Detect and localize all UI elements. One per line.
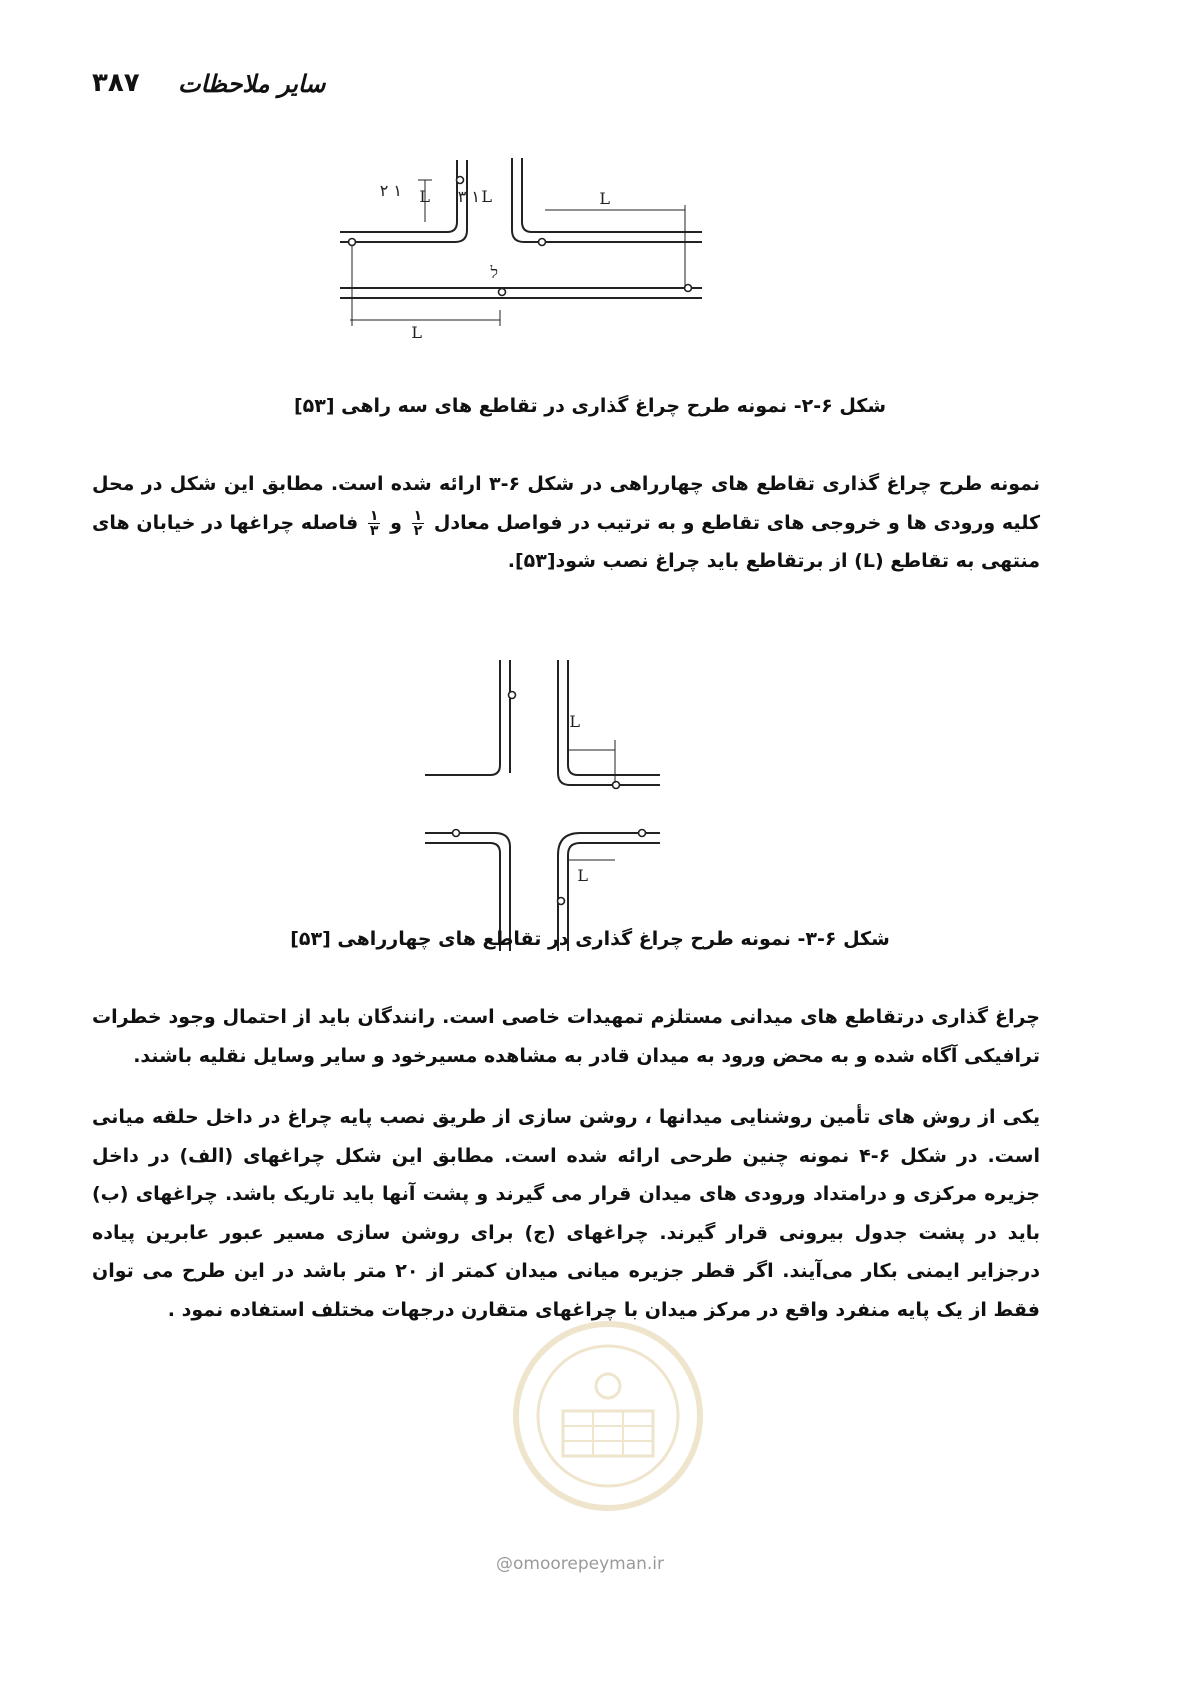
paragraph-3: یکی از روش های تأمین روشنایی میدانها ، روشن سازی از طریق نصب پایه چراغ در داخل حلقه میانی است. در شکل ۶-۴ نمونه چنین طرحی ارائه شده است. مطابق این شکل چراغهای (الف) در داخل جزیره مرکزی و درامتداد ورودی های میدان قرار می گیرند و پشت آنها باید تاریک باشد. چراغهای (ب) باید در پشت جدول بیرونی قرار گیرند. چراغهای (ج) برای روشن سازی مسیر عبور عابرین پیاده درجزایر ایمنی بکار می‌آیند. اگر قطر جزیره میانی میدان کمتر از ۲۰ متر باشد در این طرح می توان فقط از یک پایه منفرد واقع در مرکز میدان با چراغهای متقارن درجهات مختلف استفاده نمود . bbox=[92, 1106, 1040, 1321]
label-third-L: L bbox=[481, 187, 492, 206]
figure1-caption: شکل ۶-۲- نمونه طرح چراغ گذاری در تقاطع های سه راهی [۵۳] bbox=[293, 395, 887, 417]
label-half-L: L bbox=[419, 187, 430, 206]
watermark-url: @omoorepeyman.ir bbox=[496, 1554, 665, 1574]
paragraph-1-text: نمونه طرح چراغ گذاری تقاطع های چهارراهی در شکل ۶-۳ ارائه شده است. مطابق این شکل در محل کلیه ورودی ها و خروجی های تقاطع و به ترتیب در فواصل معادل bbox=[92, 473, 1040, 534]
street-light bbox=[349, 239, 356, 246]
road-edge bbox=[340, 222, 457, 232]
street-light bbox=[453, 830, 460, 837]
paragraph-1 bbox=[92, 465, 1040, 581]
street-light bbox=[639, 830, 646, 837]
label-third-L: L bbox=[569, 712, 580, 731]
label-L-right: L bbox=[599, 189, 610, 208]
running-title: سایر ملاحظات bbox=[178, 70, 326, 98]
street-light bbox=[509, 692, 516, 699]
four-way-intersection-diagram bbox=[420, 655, 680, 955]
road-edge bbox=[568, 765, 660, 775]
label-half: ۱ ۲ bbox=[379, 181, 402, 200]
label-half-L: L bbox=[577, 866, 588, 885]
street-light bbox=[558, 898, 565, 905]
road-edge bbox=[425, 765, 500, 775]
road-edge bbox=[522, 222, 702, 232]
paragraph-1-tail: فاصله چراغها در خیابان های منتهی به تقاطع (L) از برتقاطع باید چراغ نصب شود[۵۳]. bbox=[92, 511, 1040, 572]
three-way-intersection-diagram bbox=[330, 150, 710, 350]
street-light bbox=[539, 239, 546, 246]
label-mid-mark: ל bbox=[490, 263, 498, 282]
figure-four-way-intersection bbox=[420, 655, 680, 955]
fraction-third: $\frac{۱}{۳}$ bbox=[369, 507, 379, 539]
paragraph-1-and: و bbox=[390, 511, 402, 534]
street-light bbox=[685, 285, 692, 292]
watermark-seal bbox=[508, 1316, 708, 1516]
street-light bbox=[613, 782, 620, 789]
figure2-caption: شکل ۶-۳- نمونه طرح چراغ گذاری در تقاطع های چهارراهی [۵۳] bbox=[290, 928, 890, 950]
street-light bbox=[499, 289, 506, 296]
label-L-bottom: L bbox=[411, 323, 422, 342]
fraction-half: $\frac{۱}{۲}$ bbox=[413, 507, 423, 539]
street-light bbox=[457, 177, 464, 184]
figure-three-way-intersection bbox=[330, 150, 710, 350]
page-header bbox=[0, 68, 1190, 108]
label-third: ۱ ۳ bbox=[457, 187, 480, 206]
paragraph-2: چراغ گذاری درتقاطع های میدانی مستلزم تمهیدات خاصی است. رانندگان باید از احتمال وجود خطرات ترافیکی آگاه شده و به محض ورود به میدان قادر به مشاهده مسیرخود و سایر وسایل نقلیه باشند. bbox=[92, 1006, 1040, 1067]
page-number: ۳۸۷ bbox=[92, 68, 140, 98]
